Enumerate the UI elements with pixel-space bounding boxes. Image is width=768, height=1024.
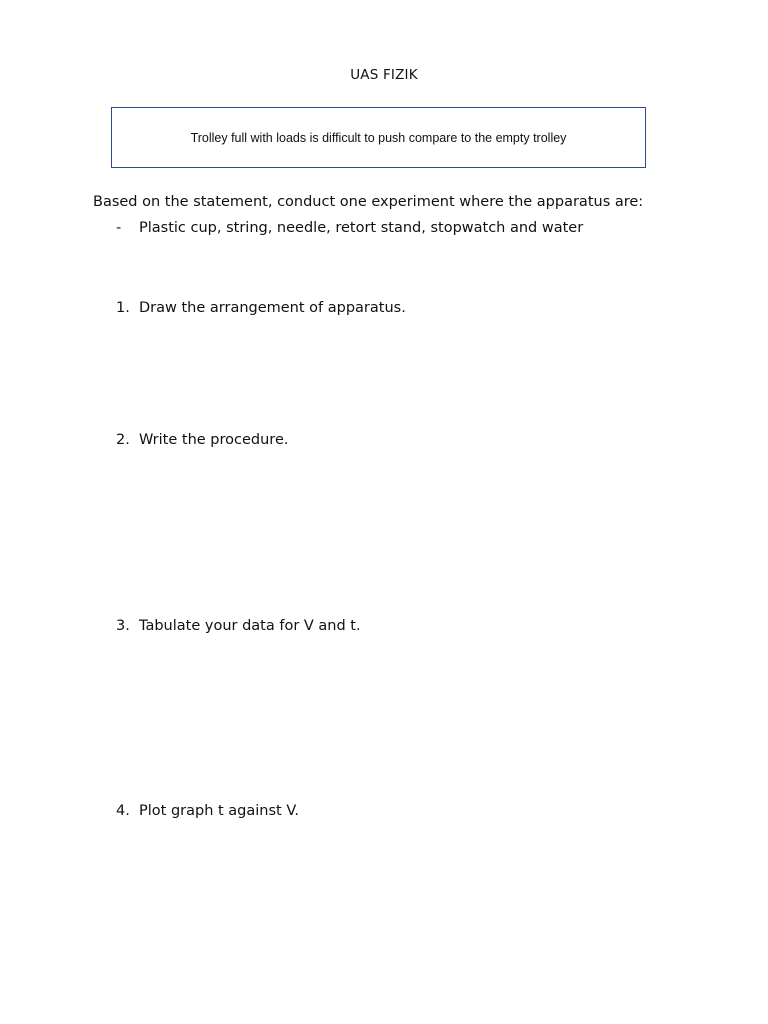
- document-title: UAS FIZIK: [350, 67, 418, 83]
- question-text: Tabulate your data for V and t.: [139, 618, 361, 634]
- statement-box: [111, 107, 646, 168]
- question-4: [116, 803, 299, 819]
- question-number: 4.: [116, 803, 130, 819]
- question-text: Write the procedure.: [139, 432, 289, 448]
- question-number: 1.: [116, 300, 130, 316]
- question-number: 2.: [116, 432, 130, 448]
- question-3: [116, 618, 361, 634]
- apparatus-list-item: [116, 220, 583, 236]
- intro-text: Based on the statement, conduct one experiment where the apparatus are:: [93, 194, 644, 210]
- question-1: [116, 300, 406, 316]
- apparatus-text: Plastic cup, string, needle, retort stand, stopwatch and water: [139, 220, 584, 236]
- question-number: 3.: [116, 618, 130, 634]
- question-text: Plot graph t against V.: [139, 803, 299, 819]
- apparatus-bullet: -: [116, 220, 122, 236]
- statement-text: Trolley full with loads is difficult to push compare to the empty trolley: [190, 130, 567, 145]
- question-text: Draw the arrangement of apparatus.: [139, 300, 406, 316]
- question-2: [116, 432, 288, 448]
